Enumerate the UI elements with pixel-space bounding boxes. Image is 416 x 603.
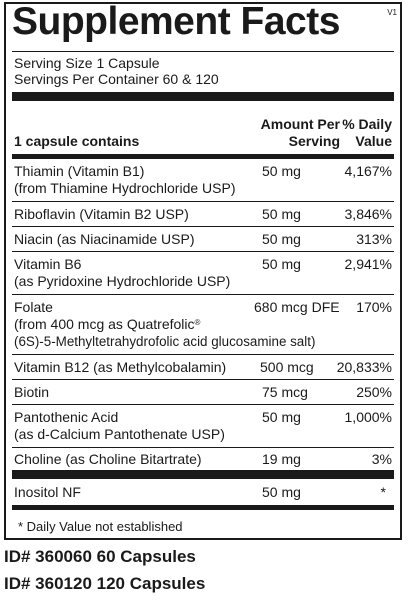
nutrient-source: (as Pyridoxine Hydrochloride USP) (14, 273, 231, 289)
nutrient-dv: 1,000% (344, 409, 392, 425)
header-contains: 1 capsule contains (14, 133, 140, 149)
version-label: V1 (387, 8, 397, 17)
nutrient-name: Vitamin B12 (as Methylcobalamin) (14, 359, 227, 375)
header-divider (12, 154, 394, 159)
nutrient-name: Choline (as Choline Bitartrate) (14, 451, 202, 467)
nutrient-dv: 4,167% (344, 163, 392, 179)
nutrient-name: Inositol NF (14, 484, 81, 500)
panel-title: Supplement Facts (12, 0, 340, 43)
row-divider (12, 447, 394, 448)
registered-mark: ® (194, 318, 201, 327)
row-divider (12, 201, 394, 202)
header-amount: Amount Per Serving (260, 116, 340, 149)
nutrient-dv: 2,941% (344, 256, 392, 272)
header-daily-value: % Daily Value (342, 116, 392, 149)
serving-size: Serving Size 1 Capsule (14, 55, 160, 71)
nutrient-source-detail: (6S)-5-Methyltetrahydrofolic acid glucosamine salt) (14, 334, 316, 349)
nutrient-amount: 75 mcg (262, 384, 308, 400)
title-divider (12, 51, 394, 52)
nutrient-amount: 19 mg (262, 451, 301, 467)
nutrient-amount: 50 mg (262, 409, 301, 425)
nutrient-name: Riboflavin (Vitamin B2 USP) (14, 206, 189, 222)
nutrient-source: (from 400 mcg as Quatrefolic® (14, 316, 201, 332)
supplement-facts-panel (4, 2, 402, 540)
nutrient-amount: 50 mg (262, 206, 301, 222)
nutrient-dv: 3% (371, 451, 392, 467)
serving-divider (12, 92, 394, 101)
row-divider (12, 226, 394, 227)
nutrient-name: Thiamin (Vitamin B1) (14, 163, 145, 179)
footer-divider (12, 505, 394, 510)
nutrient-name: Biotin (14, 384, 50, 400)
nutrient-amount: 50 mg (262, 484, 301, 500)
nutrient-dv: 250% (356, 384, 392, 400)
row-divider (12, 379, 394, 380)
product-id-120: ID# 360120 120 Capsules (4, 574, 206, 593)
nutrient-amount: 50 mg (262, 256, 301, 272)
nutrient-amount: 50 mg (262, 163, 301, 179)
nutrient-dv: 3,846% (344, 206, 392, 222)
nutrient-source: (as d-Calcium Pantothenate USP) (14, 426, 225, 442)
row-divider (12, 354, 394, 355)
footnote: * Daily Value not established (18, 519, 183, 534)
row-divider (12, 251, 394, 252)
nutrient-dv: 20,833% (336, 359, 392, 375)
nutrient-amount: 50 mg (262, 231, 301, 247)
servings-per-container: Servings Per Container 60 & 120 (14, 71, 219, 87)
row-divider (12, 404, 394, 405)
nutrient-name: Vitamin B6 (14, 256, 82, 272)
row-divider (12, 294, 394, 295)
nutrient-amount: 500 mcg (260, 359, 314, 375)
nutrient-dv: 170% (356, 299, 392, 315)
nutrient-source: (from Thiamine Hydrochloride USP) (14, 180, 236, 196)
product-id-60: ID# 360060 60 Capsules (4, 547, 196, 566)
section-divider (12, 470, 394, 479)
nutrient-amount: 680 mcg DFE (254, 299, 340, 315)
nutrient-name: Pantothenic Acid (14, 409, 119, 425)
nutrient-dv: * (380, 484, 386, 500)
nutrient-name: Folate (14, 299, 53, 315)
nutrient-name: Niacin (as Niacinamide USP) (14, 231, 195, 247)
nutrient-dv: 313% (356, 231, 392, 247)
